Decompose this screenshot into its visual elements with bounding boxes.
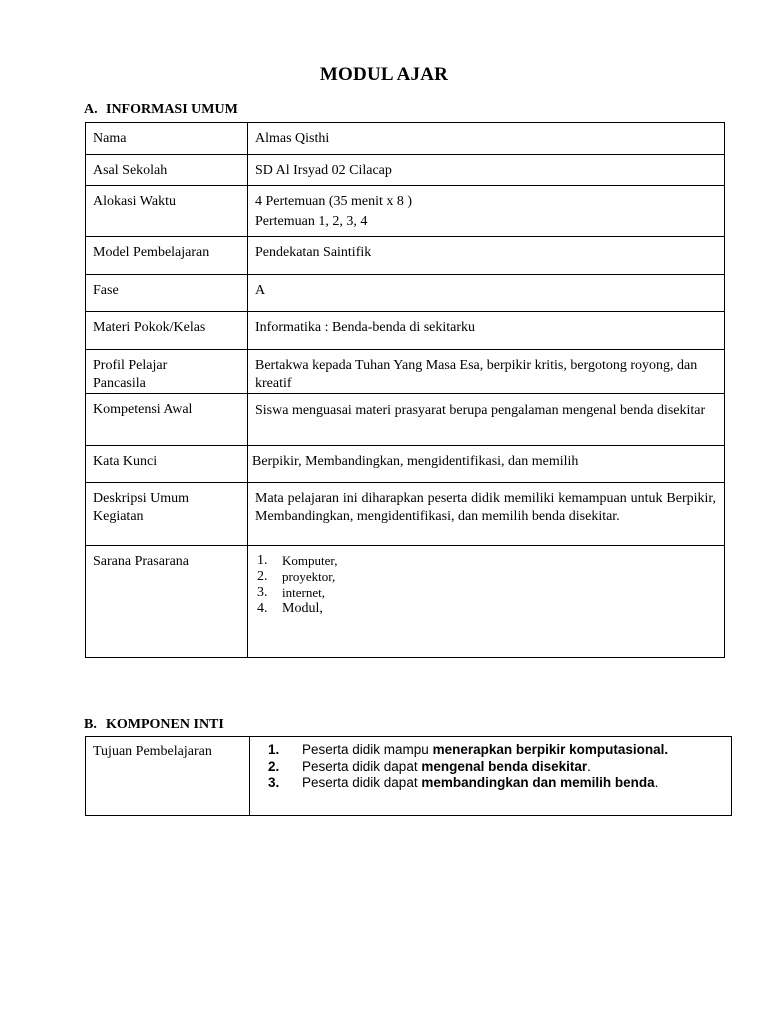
- list-number: 3.: [268, 775, 280, 790]
- label-line: Pancasila: [93, 376, 146, 391]
- goal-emphasis: membandingkan dan memilih benda: [421, 775, 655, 790]
- row-value: Almas Qisthi: [248, 123, 725, 155]
- row-label: Kompetensi Awal: [86, 394, 248, 446]
- row-value: SD Al Irsyad 02 Cilacap: [248, 155, 725, 186]
- list-text: [302, 742, 668, 759]
- row-label: Fase: [86, 275, 248, 312]
- goal-suffix: .: [587, 758, 591, 774]
- goal-prefix: Peserta didik dapat: [302, 775, 422, 790]
- row-label: Nama: [86, 123, 248, 155]
- table-row: [86, 123, 725, 155]
- list-text: [302, 775, 658, 792]
- value-line: 4 Pertemuan (35 menit x 8 ): [255, 194, 413, 209]
- list-text: [302, 759, 591, 776]
- table-row: [86, 737, 732, 816]
- row-label: [86, 350, 248, 394]
- table-row: [86, 155, 725, 186]
- row-label: Kata Kunci: [86, 446, 248, 483]
- table-row: [86, 483, 725, 546]
- goal-prefix: Peserta didik mampu: [302, 742, 433, 757]
- row-value: Mata pelajaran ini diharapkan peserta didik memiliki kemampuan untuk Berpikir, Membandingkan, mengidentifikasi, dan memilih benda disekitar.: [248, 483, 725, 546]
- document-title: MODUL AJAR: [319, 64, 449, 85]
- goal-suffix: .: [654, 775, 659, 790]
- section-b-heading: [84, 717, 224, 733]
- label-line: Profil Pelajar: [93, 358, 168, 373]
- table-row: [86, 186, 725, 237]
- row-value: A: [248, 275, 725, 312]
- table-row: [86, 237, 725, 275]
- komponen-inti-table: [85, 736, 732, 816]
- row-label: Alokasi Waktu: [86, 186, 248, 237]
- row-label: [86, 483, 248, 546]
- list-item: [257, 585, 716, 601]
- list-item: [268, 775, 723, 792]
- section-a-heading: [84, 102, 238, 118]
- goal-emphasis: menerapkan berpikir komputasional.: [432, 742, 669, 757]
- table-row: [86, 546, 725, 658]
- section-a-letter: A.: [84, 102, 98, 117]
- list-number: 3.: [257, 585, 268, 600]
- table-row: [86, 350, 725, 394]
- list-item: [257, 601, 716, 617]
- list-text: proyektor,: [282, 569, 336, 584]
- list-number: 2.: [268, 758, 280, 774]
- list-number: 1.: [257, 553, 268, 568]
- row-label: Asal Sekolah: [86, 155, 248, 186]
- row-value: Berpikir, Membandingkan, mengidentifikasi, dan memilih: [248, 446, 725, 483]
- goal-prefix: Peserta didik dapat: [302, 758, 422, 774]
- label-line: Kegiatan: [93, 509, 144, 524]
- row-value: [248, 546, 725, 658]
- list-item: [268, 742, 723, 759]
- goal-emphasis: mengenal benda disekitar: [421, 758, 588, 774]
- row-label: Materi Pokok/Kelas: [86, 312, 248, 350]
- list-item: [257, 553, 716, 569]
- list-item: [268, 759, 723, 776]
- list-text: internet,: [282, 585, 325, 600]
- sarana-list: [257, 553, 716, 617]
- section-b-title: KOMPONEN INTI: [106, 717, 224, 732]
- value-line: Pertemuan 1, 2, 3, 4: [255, 214, 368, 229]
- row-value: [250, 737, 732, 816]
- list-item: [257, 569, 716, 585]
- row-label: Model Pembelajaran: [86, 237, 248, 275]
- label-line: Deskripsi Umum: [93, 491, 190, 506]
- goal-list: [268, 742, 723, 792]
- row-value: Bertakwa kepada Tuhan Yang Masa Esa, berpikir kritis, bergotong royong, dan kreatif: [248, 350, 725, 394]
- list-text: Komputer,: [282, 553, 338, 568]
- row-value: Siswa menguasai materi prasyarat berupa pengalaman mengenal benda disekitar: [248, 394, 725, 446]
- row-label: Tujuan Pembelajaran: [86, 737, 250, 816]
- list-number: 4.: [257, 601, 268, 616]
- row-value: Informatika : Benda-benda di sekitarku: [248, 312, 725, 350]
- row-label: Sarana Prasarana: [86, 546, 248, 658]
- informasi-umum-table: [85, 122, 725, 658]
- section-a-title: INFORMASI UMUM: [106, 102, 238, 117]
- table-row: [86, 394, 725, 446]
- row-value: [248, 186, 725, 237]
- list-number: 1.: [268, 742, 280, 757]
- list-number: 2.: [257, 569, 268, 584]
- table-row: [86, 275, 725, 312]
- table-row: [86, 312, 725, 350]
- section-b-letter: B.: [84, 717, 97, 732]
- row-value: Pendekatan Saintifik: [248, 237, 725, 275]
- list-text: Modul,: [282, 601, 323, 616]
- table-row: [86, 446, 725, 483]
